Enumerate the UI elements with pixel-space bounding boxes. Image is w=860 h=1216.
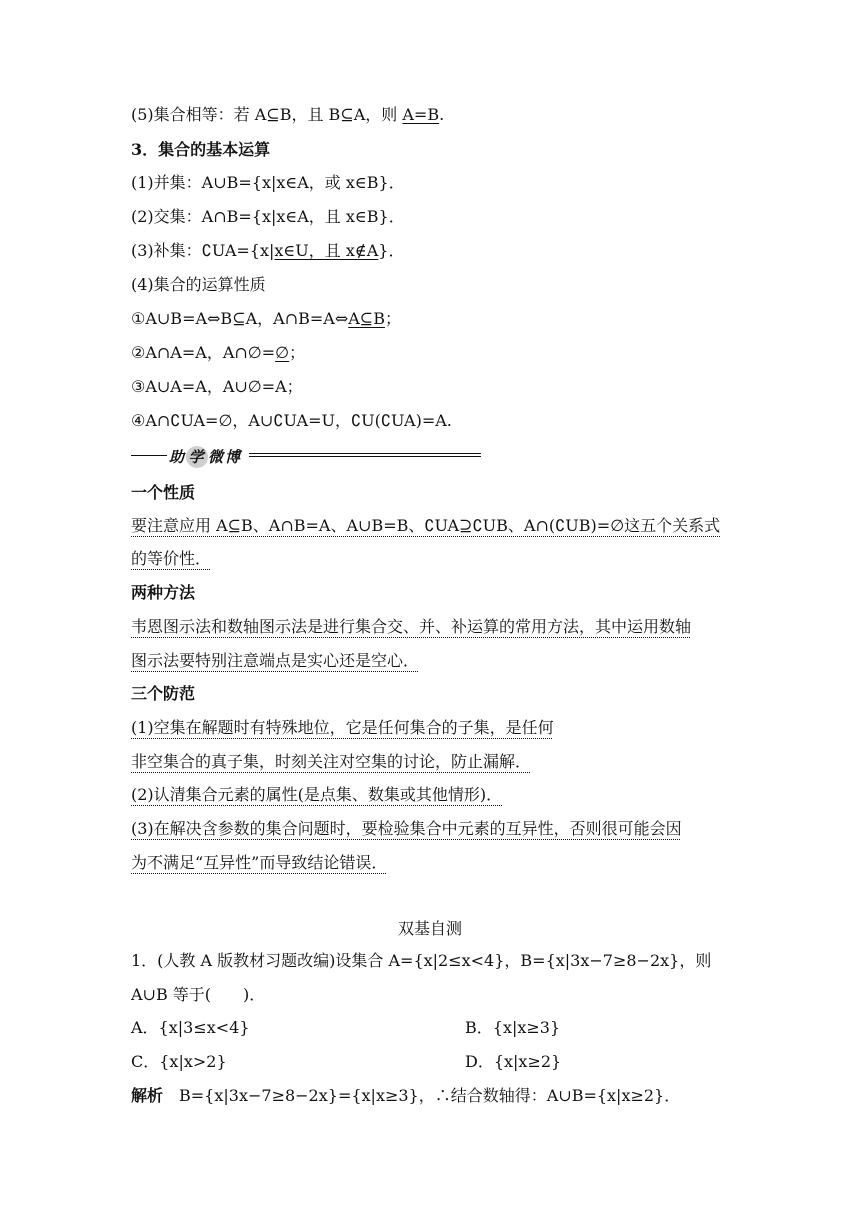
set-equality-answer: A=B (402, 105, 440, 124)
note-heading-two-methods: 两种方法 (131, 583, 196, 602)
complement-definition (131, 240, 731, 262)
option-d: D．{x|x≥2} (465, 1052, 562, 1071)
property-3: ③A∪A=A，A∪∅=A； (131, 377, 303, 396)
note-text-1a: 要注意应用 A⊆B、A∩B=A、A∪B=B、∁UA⊇∁UB、A∩(∁UB)=∅这五个关系式 (131, 516, 721, 535)
set-equality-text: (5)集合相等：若 A⊆B，且 B⊆A，则 (131, 105, 403, 124)
property-1-text: ①A∪B=A⇔B⊆A，A∩B=A⇔ (131, 309, 349, 328)
note-text-2b: 图示法要特别注意端点是实心还是空心． (131, 651, 420, 670)
note-heading-three-precautions: 三个防范 (131, 684, 196, 703)
property-1-answer: A⊆B (348, 309, 385, 328)
banner-char-2: 学 (186, 446, 208, 468)
property-2-end: ； (289, 343, 306, 362)
banner-label (169, 446, 247, 468)
property-1 (131, 308, 731, 330)
property-4: ④A∩∁UA=∅，A∪∁UA=U，∁U(∁UA)=A. (131, 411, 452, 430)
analysis-label: 解析 (131, 1086, 164, 1105)
properties-heading: (4)集合的运算性质 (131, 275, 266, 294)
note-text-3d: (3)在解决含参数的集合问题时，要检验集合中元素的互异性，否则很可能会因 (131, 819, 682, 838)
property-2 (131, 342, 731, 364)
study-tips-banner (131, 446, 481, 468)
section-title-double-basics: 双基自测 (397, 919, 462, 938)
union-definition: (1)并集：A∪B={x|x∈A，或 x∈B}． (131, 173, 405, 192)
question-1-line-1: 1．(人教 A 版教材习题改编)设集合 A={x|2≤x<4}，B={x|3x−7≥8−2x}，则 (131, 951, 712, 970)
note-text-3a: (1)空集在解题时有特殊地位，它是任何集合的子集，是任何 (131, 718, 554, 737)
banner-char-1: 助 (169, 448, 187, 466)
note-text-2a: 韦恩图示法和数轴图示法是进行集合交、并、补运算的常用方法，其中运用数轴 (131, 617, 692, 636)
complement-end: }． (378, 241, 405, 260)
banner-rule-right (249, 453, 481, 457)
option-c: C．{x|x>2} (131, 1052, 227, 1071)
option-a: A．{x|3≤x<4} (131, 1018, 250, 1037)
analysis-line (131, 1085, 731, 1107)
option-b: B．{x|x≥3} (465, 1018, 561, 1037)
note-text-3c: (2)认清集合元素的属性(是点集、数集或其他情形)． (131, 785, 503, 804)
property-1-end: ； (384, 309, 401, 328)
question-1-line-2: A∪B 等于( )． (131, 985, 266, 1004)
complement-answer: x∈U，且 x∉A (274, 241, 379, 260)
analysis-text: B={x|3x−7≥8−2x}={x|x≥3}，∴结合数轴得：A∪B={x|x≥2}． (163, 1086, 681, 1105)
note-text-3e: 为不满足“互异性”而导致结论错误． (131, 853, 388, 872)
property-2-text: ②A∩A=A，A∩∅= (131, 343, 276, 362)
set-equality-line (131, 104, 731, 126)
banner-char-3: 微博 (208, 448, 243, 466)
intersection-definition: (2)交集：A∩B={x|x∈A，且 x∈B}． (131, 207, 405, 226)
note-heading-one-property: 一个性质 (131, 483, 196, 502)
note-text-1b: 的等价性． (131, 549, 212, 568)
complement-text: (3)补集：∁UA={x| (131, 241, 275, 260)
note-text-3b: 非空集合的真子集，时刻关注对空集的讨论，防止漏解． (131, 752, 532, 771)
banner-rule-left (131, 455, 167, 456)
heading-basic-operations: 3．集合的基本运算 (131, 140, 271, 159)
property-2-answer: ∅ (275, 343, 290, 362)
set-equality-end: . (439, 105, 445, 124)
